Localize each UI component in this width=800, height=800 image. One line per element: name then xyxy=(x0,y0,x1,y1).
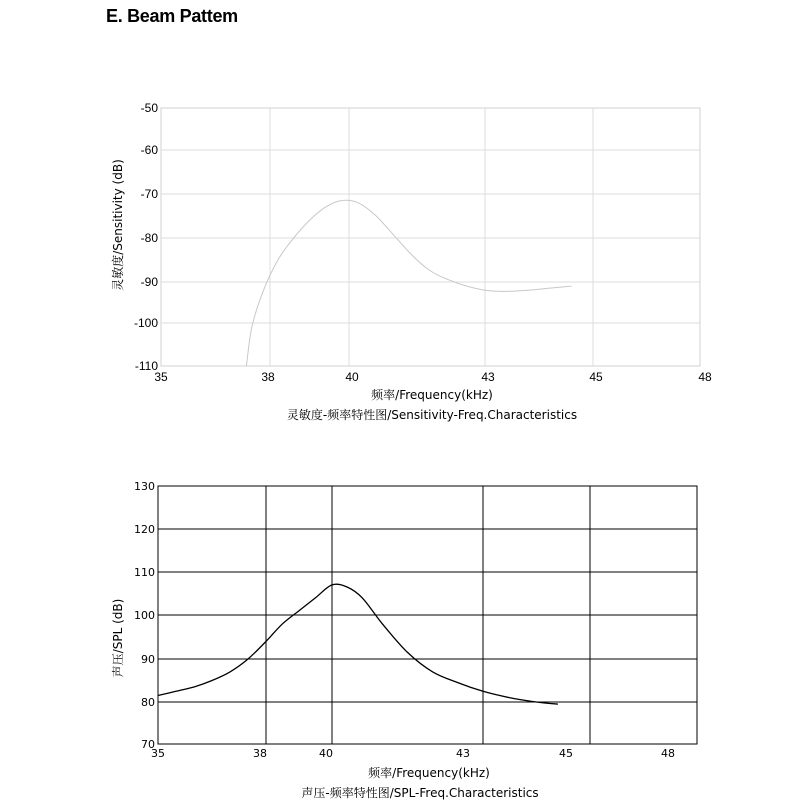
y-tick-label: -60 xyxy=(140,143,158,157)
sensitivity-chart xyxy=(110,101,712,422)
chart1-grid xyxy=(161,108,700,366)
x-tick-label: 40 xyxy=(319,747,333,760)
chart1-ylabel: 灵敏度/Sensitivity (dB) xyxy=(111,159,125,291)
x-tick-label: 43 xyxy=(481,370,495,384)
page-heading: E. Beam Pattem xyxy=(106,6,238,26)
x-tick-label: 40 xyxy=(345,370,359,384)
chart2-y-ticks xyxy=(134,480,155,751)
chart2-series-line xyxy=(158,584,558,704)
y-tick-label: 90 xyxy=(141,653,155,666)
y-tick-label: -80 xyxy=(140,231,158,245)
chart1-y-ticks xyxy=(134,101,158,373)
y-tick-label: -100 xyxy=(133,316,158,330)
chart2-caption: 声压-频率特性图/SPL-Freq.Characteristics xyxy=(301,786,539,800)
chart1-xlabel: 频率/Frequency(kHz) xyxy=(371,388,493,402)
x-tick-label: 38 xyxy=(261,370,275,384)
x-tick-label: 35 xyxy=(151,747,165,760)
y-tick-label: 70 xyxy=(141,738,155,751)
chart1-x-ticks xyxy=(154,370,712,384)
y-tick-label: 130 xyxy=(134,480,155,493)
y-tick-label: -70 xyxy=(140,187,158,201)
chart2-ylabel: 声压/SPL (dB) xyxy=(111,598,125,678)
y-tick-label: 110 xyxy=(134,566,155,579)
plot-frame xyxy=(161,108,700,366)
y-tick-label: 120 xyxy=(134,523,155,536)
x-tick-label: 45 xyxy=(589,370,603,384)
x-tick-label: 43 xyxy=(456,747,470,760)
x-tick-label: 38 xyxy=(253,747,267,760)
y-tick-label: -90 xyxy=(140,275,158,289)
chart2-x-ticks xyxy=(151,747,675,760)
x-tick-label: 45 xyxy=(559,747,573,760)
y-tick-label: 80 xyxy=(141,696,155,709)
y-tick-label: -50 xyxy=(140,101,158,115)
x-tick-label: 48 xyxy=(661,747,675,760)
chart2-grid xyxy=(158,486,697,744)
chart2-xlabel: 频率/Frequency(kHz) xyxy=(368,766,490,780)
spl-chart xyxy=(110,480,697,800)
x-tick-label: 35 xyxy=(154,370,168,384)
chart1-series-line xyxy=(246,200,571,366)
y-tick-label: 100 xyxy=(134,609,155,622)
chart1-caption: 灵敏度-频率特性图/Sensitivity-Freq.Characteristics xyxy=(286,408,578,422)
x-tick-label: 48 xyxy=(698,370,712,384)
y-tick-label: -110 xyxy=(134,359,158,373)
